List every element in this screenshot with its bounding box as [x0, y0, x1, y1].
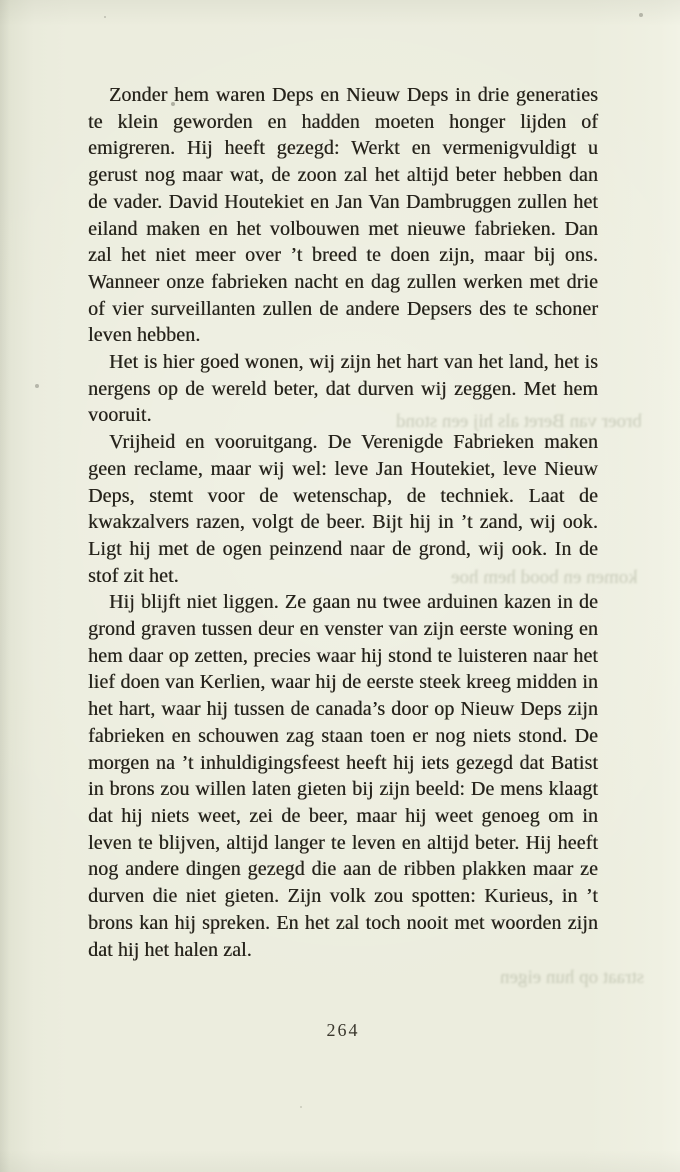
paragraph: Het is hier goed wonen, wij zijn het hart van het land, het is nergens op de wereld beter, dat durven wij zeggen. Met hem vooruit.	[88, 351, 598, 427]
paragraph: Vrijheid en vooruitgang. De Verenigde Fabrieken maken geen reclame, maar wij wel: leve Jan Houtekiet, leve Nieuw Deps, stemt voor de wetenschap, de techniek. Laat de kwakzalvers razen, volgt de beer. Bijt hij in ’t zand, wij ook. Ligt hij met de ogen peinzend naar de grond, wij ook. In de stof zit het.	[88, 431, 598, 587]
paragraph: Zonder hem waren Deps en Nieuw Deps in drie generaties te klein geworden en hadden moeten honger lijden of emigreren. Hij heeft gezegd: Werkt en vermenigvuldigt u gerust nog maar wat, de zoon zal het altijd beter hebben dan de vader. David Houtekiet en Jan Van Dambruggen zullen het eiland maken en het volbouwen met nieuwe fabrieken. Dan zal het niet meer over ’t breed te doen zijn, maar bij ons. Wanneer onze fabrieken nacht en dag zullen werken met drie of vier surveillanten zullen de andere Depsers des te schoner leven hebben.	[88, 84, 598, 347]
show-through-text: komen en bood hem hoe	[451, 567, 638, 588]
paragraph: Hij blijft niet liggen. Ze gaan nu twee arduinen kazen in de grond graven tussen deur en venster van zijn eerste woning en hem daar op zetten, precies waar hij stond te luisteren naar het lief doen van Kerlien, waar hij de eerste steek kreeg midden in het hart, waar hij tussen de canada’s door op Nieuw Deps zijn fabrieken en schouwen zag staan toen er nog niets stond. De morgen na ’t inhuldigingsfeest heeft hij iets gezegd dat Batist in brons zou willen laten gieten bij zijn beeld: De mens klaagt dat hij niets weet, zei de beer, maar hij weet genoeg om in leven te blijven, altijd langer te leven en altijd beter. Hij heeft nog andere dingen gezegd die aan de ribben plakken maar ze durven die niet gieten. Zijn volk zou spotten: Kurieus, in ’t brons kan hij spreken. En het zal toch nooit met woorden zijn dat hij het halen zal.	[88, 591, 598, 961]
dust-specks	[0, 0, 2, 2]
show-through-text: broer van Beret als hij een stond	[396, 411, 642, 432]
page-number: 264	[326, 1020, 360, 1040]
scan-edge-top	[0, 0, 680, 26]
show-through-text: straat op hun eigen	[499, 967, 644, 988]
text-block	[88, 82, 598, 963]
scan-edge-bottom	[0, 1150, 680, 1172]
